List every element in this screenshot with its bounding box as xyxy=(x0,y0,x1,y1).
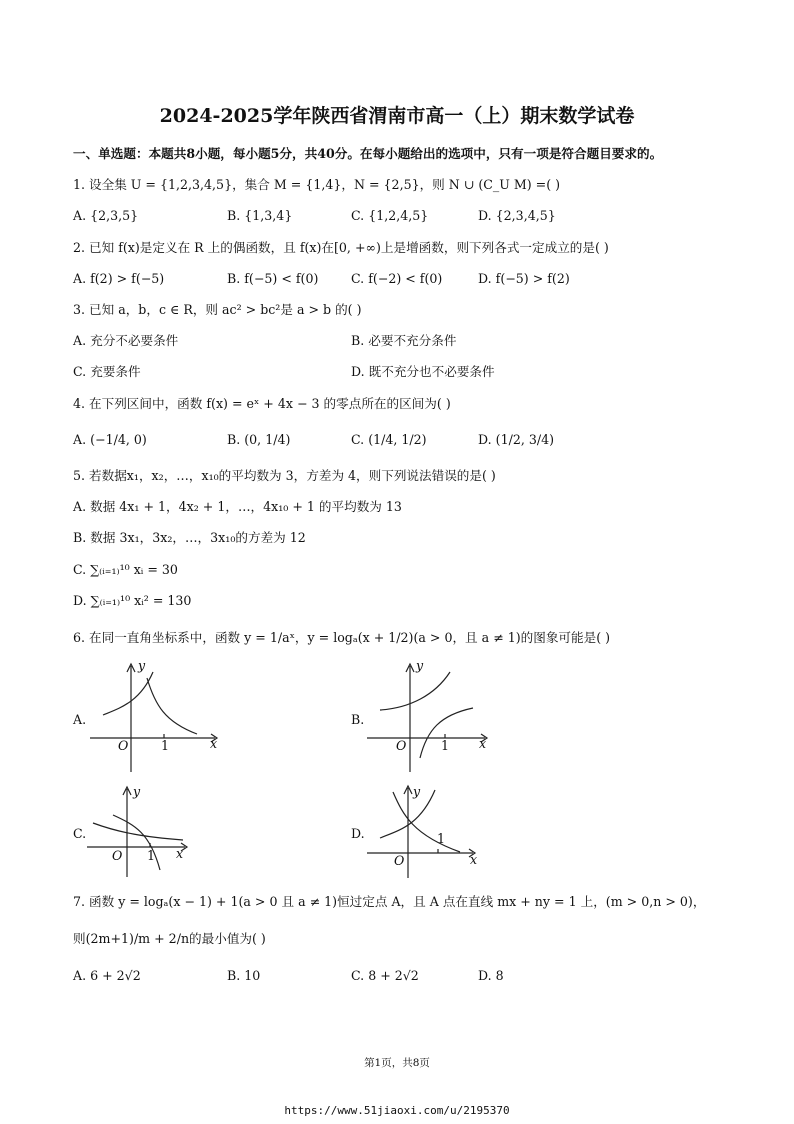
graph-c-x-label: x xyxy=(176,846,184,861)
question-6-stem: 6. 在同一直角坐标系中，函数 y = 1/aˣ，y = logₐ(x + 1/2)(a > 0，且 a ≠ 1)的图象可能是( ) xyxy=(73,630,611,645)
graph-d-x-label: x xyxy=(470,852,478,867)
graph-b-curve-1 xyxy=(380,672,450,710)
page-title: 2024-2025学年陕西省渭南市高一（上）期末数学试卷 xyxy=(159,105,635,127)
graph-c-y-label: y xyxy=(133,784,141,799)
q3-option-d: D. 既不充分也不必要条件 xyxy=(351,364,495,379)
graph-d-one-label: 1 xyxy=(437,831,446,846)
graph-c-origin-label: O xyxy=(112,848,123,863)
question-7-stem-line1: 7. 函数 y = logₐ(x − 1) + 1(a > 0 且 a ≠ 1)恒过定点 A，且 A 点在直线 mx + ny = 1 上，(m > 0,n > 0)， xyxy=(73,894,706,909)
q5-option-b: B. 数据 3x₁，3x₂，…，3x₁₀的方差为 12 xyxy=(73,530,306,545)
q7-option-d: D. 8 xyxy=(478,968,504,983)
graph-a-origin-label: O xyxy=(118,738,129,753)
q4-option-a: A. (−1/4, 0) xyxy=(73,432,147,447)
q1-option-c: C. {1,2,4,5} xyxy=(351,208,429,223)
q3-option-c: C. 充要条件 xyxy=(73,364,141,379)
q4-option-d: D. (1/2, 3/4) xyxy=(478,432,555,447)
q1-option-d: D. {2,3,4,5} xyxy=(478,208,556,223)
source-url[interactable]: https://www.51jiaoxi.com/u/2195370 xyxy=(284,1104,510,1117)
q1-option-a: A. {2,3,5} xyxy=(73,208,139,223)
graph-a-curve-1 xyxy=(103,672,153,715)
q7-option-c: C. 8 + 2√2 xyxy=(351,968,419,983)
q6-option-d: D. xyxy=(351,826,365,841)
question-5-stem: 5. 若数据x₁，x₂，…，x₁₀的平均数为 3，方差为 4，则下列说法错误的是( ) xyxy=(73,468,496,483)
graph-a-curve-2 xyxy=(147,678,197,734)
q1-option-b: B. {1,3,4} xyxy=(227,208,293,223)
graph-c-curve-1 xyxy=(93,823,183,840)
q5-option-d: D. ∑₍ᵢ₌₁₎¹⁰ xᵢ² = 130 xyxy=(73,593,192,608)
graph-d xyxy=(365,780,485,880)
q3-option-b: B. 必要不充分条件 xyxy=(351,333,457,348)
graph-b xyxy=(365,660,500,775)
question-1-stem: 1. 设全集 U = {1,2,3,4,5}，集合 M = {1,4}，N = {2,5}，则 N ∪ (C_U M) =( ) xyxy=(73,177,561,192)
graph-a-y-label: y xyxy=(138,658,146,673)
question-2-stem: 2. 已知 f(x)是定义在 R 上的偶函数，且 f(x)在[0, +∞)上是增函数，则下列各式一定成立的是( ) xyxy=(73,240,609,255)
q2-option-b: B. f(−5) < f(0) xyxy=(227,271,319,286)
page-footer: 第1页，共8页 xyxy=(364,1057,430,1069)
section-heading: 一、单选题：本题共8小题，每小题5分，共40分。在每小题给出的选项中，只有一项是符合题目要求的。 xyxy=(73,146,663,161)
graph-a-x-label: x xyxy=(210,736,218,751)
graph-a-one-label: 1 xyxy=(161,738,170,753)
graph-b-origin-label: O xyxy=(396,738,407,753)
graph-c-one-label: 1 xyxy=(147,848,156,863)
question-7-stem-line2: 则(2m+1)/m + 2/n的最小值为( ) xyxy=(73,931,266,946)
graph-d-origin-label: O xyxy=(394,853,405,868)
graph-b-one-label: 1 xyxy=(441,738,450,753)
q4-option-c: C. (1/4, 1/2) xyxy=(351,432,427,447)
q5-option-c: C. ∑₍ᵢ₌₁₎¹⁰ xᵢ = 30 xyxy=(73,562,178,577)
q6-option-c: C. xyxy=(73,826,87,841)
question-3-stem: 3. 已知 a，b，c ∈ R，则 ac² > bc²是 a > b 的( ) xyxy=(73,302,362,317)
q2-option-a: A. f(2) > f(−5) xyxy=(73,271,165,286)
q5-option-a: A. 数据 4x₁ + 1，4x₂ + 1，…，4x₁₀ + 1 的平均数为 13 xyxy=(73,499,402,514)
graph-d-curve-1 xyxy=(393,792,460,852)
question-4-stem: 4. 在下列区间中，函数 f(x) = eˣ + 4x − 3 的零点所在的区间为( ) xyxy=(73,396,451,411)
graph-d-y-label: y xyxy=(413,784,421,799)
q2-option-d: D. f(−5) > f(2) xyxy=(478,271,570,286)
graph-b-x-label: x xyxy=(479,736,487,751)
graph-c xyxy=(85,785,200,880)
q6-option-b: B. xyxy=(351,712,365,727)
q2-option-c: C. f(−2) < f(0) xyxy=(351,271,443,286)
q7-option-a: A. 6 + 2√2 xyxy=(73,968,141,983)
q3-option-a: A. 充分不必要条件 xyxy=(73,333,179,348)
q4-option-b: B. (0, 1/4) xyxy=(227,432,291,447)
q7-option-b: B. 10 xyxy=(227,968,261,983)
graph-a xyxy=(85,660,225,775)
q6-option-a: A. xyxy=(73,712,87,727)
graph-b-y-label: y xyxy=(416,658,424,673)
